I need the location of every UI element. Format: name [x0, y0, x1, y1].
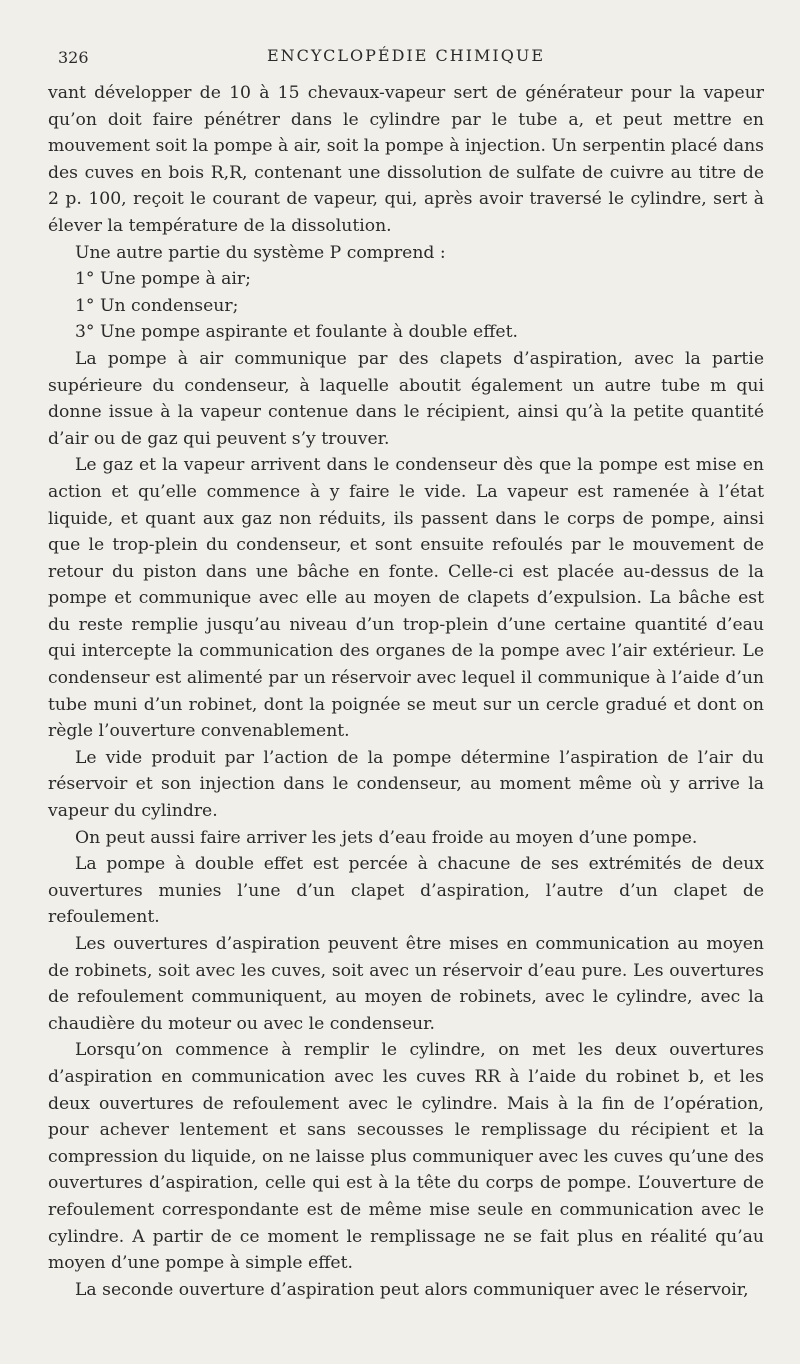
paragraph: vant développer de 10 à 15 chevaux-vapeur sert de générateur pour la vapeur qu’on doit faire pénétrer dans le cylindre par le tube a, et peut mettre en mouvement soit la pompe à air, soit la pompe à injection. Un serpentin placé dans des cuves en bois R,R, contenant une dissolution de sulfate de cuivre au titre de 2 p. 100, reçoit le courant de vapeur, qui, après avoir traversé le cylindre, sert à élever la température de la dissolution. [48, 83, 764, 236]
paragraph: Les ouvertures d’aspiration peuvent être mises en communication au moyen de robinets, soit avec les cuves, soit avec un réservoir d’eau pure. Les ouvertures de refoulement communiquent, au moyen de robinets, avec le cylindre, avec la chaudière du moteur ou avec le condenseur. [48, 934, 764, 1034]
list-item: 1° Une pompe à air; [75, 269, 251, 290]
paragraph: Lorsqu’on commence à remplir le cylindre, on met les deux ouvertures d’aspiration en communication avec les cuves RR à l’aide du robinet b, et les deux ouvertures de refoulement avec le cylindre. Mais à la fin de l’opération, pour achever lentement et sans secousses le remplissage du récipient et la compression du liquide, on ne laisse plus communiquer avec les cuves qu’une des ouvertures d’aspiration, celle qui est à la tête du corps de pompe. L’ouverture de refoulement correspondante est de même mise seule en communication avec le cylindre. A partir de ce moment le remplissage ne se fait plus en réalité qu’au moyen d’une pompe à simple effet. [48, 1040, 764, 1274]
body-text [48, 80, 764, 1303]
paragraph: La pompe à double effet est percée à chacune de ses extrémités de deux ouvertures munies l’une d’un clapet d’aspiration, l’autre d’un clapet de refoulement. [48, 854, 764, 928]
paragraph: On peut aussi faire arriver les jets d’eau froide au moyen d’une pompe. [75, 827, 698, 848]
paragraph: Une autre partie du système P comprend : [75, 242, 446, 263]
list-item: 3° Une pompe aspirante et foulante à double effet. [75, 322, 518, 343]
list-item: 1° Un condenseur; [75, 295, 239, 316]
page-header [48, 42, 764, 76]
paragraph: La pompe à air communique par des clapets d’aspiration, avec la partie supérieure du condenseur, à laquelle aboutit également un autre tube m qui donne issue à la vapeur contenue dans le récipient, ainsi qu’à la petite quantité d’air ou de gaz qui peuvent s’y trouver. [48, 348, 764, 449]
page-number: 326 [58, 48, 89, 67]
running-title: ENCYCLOPÉDIE CHIMIQUE [266, 46, 546, 65]
paragraph: La seconde ouverture d’aspiration peut alors communiquer avec le réservoir, [75, 1279, 749, 1300]
paragraph: Le gaz et la vapeur arrivent dans le condenseur dès que la pompe est mise en action et qu’elle commence à y faire le vide. La vapeur est ramenée à l’état liquide, et quant aux gaz non réduits, ils passent dans le corps de pompe, ainsi que le trop-plein du condenseur, et sont ensuite refoulés par le mouvement de retour du piston dans une bâche en fonte. Celle-ci est placée au-dessus de la pompe et communique avec elle au moyen de clapets d’expulsion. La bâche est du reste remplie jusqu’au niveau d’un trop-plein d’une certaine quantité d’eau qui intercepte la communication des organes de la pompe avec l’air extérieur. Le condenseur est alimenté par un réservoir avec lequel il communique à l’aide d’un tube muni d’un robinet, dont la poignée se meut sur un cercle gradué et dont on règle l’ouverture convenablement. [48, 455, 764, 742]
paragraph: Le vide produit par l’action de la pompe détermine l’aspiration de l’air du réservoir et son injection dans le condenseur, au moment même où y arrive la vapeur du cylindre. [48, 747, 764, 822]
